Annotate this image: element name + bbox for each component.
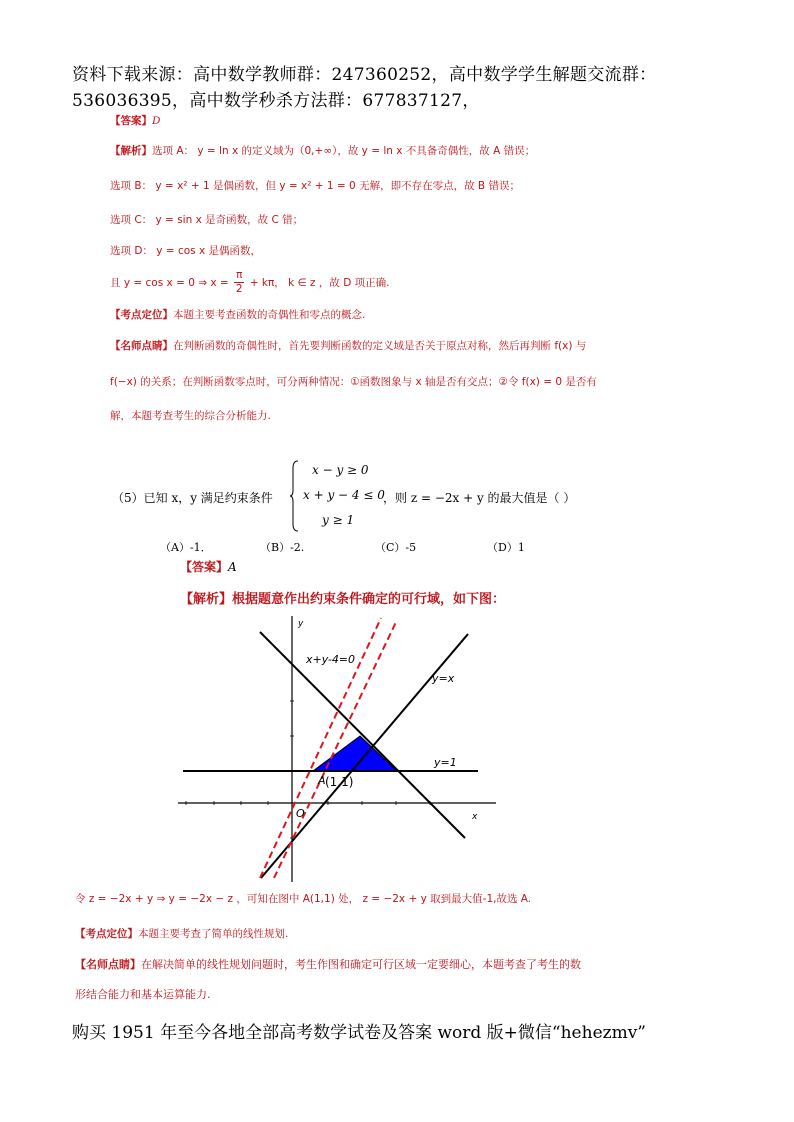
header-line-1: 资料下载来源：高中数学教师群：247360252，高中数学学生解题交流群： — [72, 65, 657, 85]
q5-option-a: （A）-1． — [160, 541, 212, 554]
label-origin: O — [296, 807, 305, 820]
q5-solution-line: 令 z = −2x + y ⇒ y = −2x − z ，可知在图中 A(1,1) 处， z = −2x + y 取到最大值-1,故选 A. — [75, 893, 532, 905]
q4-analysis-line5 — [110, 269, 389, 301]
q5-analysis: 【解析】根据题意作出约束条件确定的可行域，如下图： — [180, 592, 506, 607]
q5-stem-a: （5）已知 x，y 满足约束条件 — [112, 491, 273, 505]
q4-answer-value: D — [152, 115, 161, 127]
q5-constraint-2: x + y − 4 ≤ 0 — [303, 488, 385, 502]
q4-fraction-den: 2 — [235, 283, 243, 295]
q4-analysis-line2: 选项 B： y = x² + 1 是偶函数，但 y = x² + 1 = 0 无解，即不存在零点，故 B 错误； — [110, 180, 520, 192]
brace-icon — [290, 460, 300, 532]
q5-kaodian-text: 本题主要考查了简单的线性规划. — [138, 928, 289, 940]
q5-answer-tag: 【答案】 — [180, 560, 229, 574]
q5-option-d: （D）1 — [487, 541, 525, 554]
q4-answer-tag: 【答案】 — [110, 115, 152, 127]
q4-mingshi-line3: 解，本题考查考生的综合分析能力. — [110, 410, 271, 422]
line-x-plus-y-minus-4 — [260, 632, 465, 838]
q5-kaodian-tag: 【考点定位】 — [75, 928, 138, 940]
q5-mingshi-text1: 在解决简单的线性规划问题时，考生作图和确定可行区域一定要细心，本题考查了考生的数 — [141, 958, 581, 971]
q4-analysis-text1: 选项 A： y = ln x 的定义域为（0,+∞），故 y = ln x 不具备奇偶性，故 A 错误； — [152, 145, 536, 157]
q4-analysis-line4: 选项 D： y = cos x 是偶函数， — [110, 245, 262, 257]
q4-analysis-line1 — [110, 143, 535, 158]
q5-answer — [180, 558, 237, 575]
q5-mingshi-line1 — [75, 956, 581, 972]
q4-analysis-line3: 选项 C： y = sin x 是奇函数，故 C 错； — [110, 214, 304, 226]
q4-answer — [110, 113, 160, 128]
q5-constraint-1: x − y ≥ 0 — [312, 463, 369, 477]
feasible-region-graph — [178, 616, 498, 882]
q5-mingshi-line2: 形结合能力和基本运算能力. — [75, 988, 211, 1001]
label-y-axis: y — [298, 619, 304, 629]
label-x-axis: x — [472, 812, 478, 822]
q4-kaodian-tag: 【考点定位】 — [110, 309, 173, 321]
header-line-2: 536036395，高中数学秒杀方法群：677837127， — [72, 91, 480, 111]
q4-mingshi-text1: 在判断函数的奇偶性时，首先要判断函数的定义域是否关于原点对称，然后再判断 f(x) 与 — [173, 340, 587, 352]
q5-brace — [290, 460, 298, 532]
q4-kaodian — [110, 307, 365, 322]
q4-kaodian-text: 本题主要考查函数的奇偶性和零点的概念. — [173, 309, 366, 321]
q5-stem-b: ，则 z = −2x + y 的最大值是（ ） — [383, 491, 576, 505]
label-yx: y=x — [432, 672, 455, 685]
label-line-eq: x+y-4=0 — [306, 653, 356, 666]
q4-mingshi-line2: f(−x) 的关系；在判断函数零点时，可分两种情况：①函数图象与 x 轴是否有交点；②令 f(x) = 0 是否有 — [110, 376, 597, 388]
q5-option-c: （C）-5 — [375, 541, 417, 554]
label-y1: y=1 — [434, 756, 457, 769]
q4-line5-b: + kπ， k ∈ z ，故 D 项正确. — [249, 277, 390, 289]
q5-kaodian — [75, 926, 288, 941]
q4-fraction — [234, 269, 244, 296]
q4-mingshi-tag: 【名师点睛】 — [110, 340, 173, 352]
q5-answer-value: A — [228, 560, 237, 574]
q4-line5-a: 且 y = cos x = 0 ⇒ x = — [110, 277, 229, 289]
q4-analysis-tag: 【解析】 — [110, 145, 152, 157]
q4-mingshi-line1 — [110, 338, 586, 353]
q5-mingshi-tag: 【名师点睛】 — [75, 958, 141, 971]
label-point-A: A — [318, 774, 326, 787]
q4-fraction-num: π — [236, 269, 243, 281]
label-point-coords: (1,1) — [325, 775, 354, 789]
q5-option-b: （B）-2. — [260, 541, 305, 554]
q5-constraint-3: y ≥ 1 — [322, 513, 355, 527]
footer-text: 购买 1951 年至今各地全部高考数学试卷及答案 word 版+微信“hehezmv” — [72, 1023, 646, 1043]
